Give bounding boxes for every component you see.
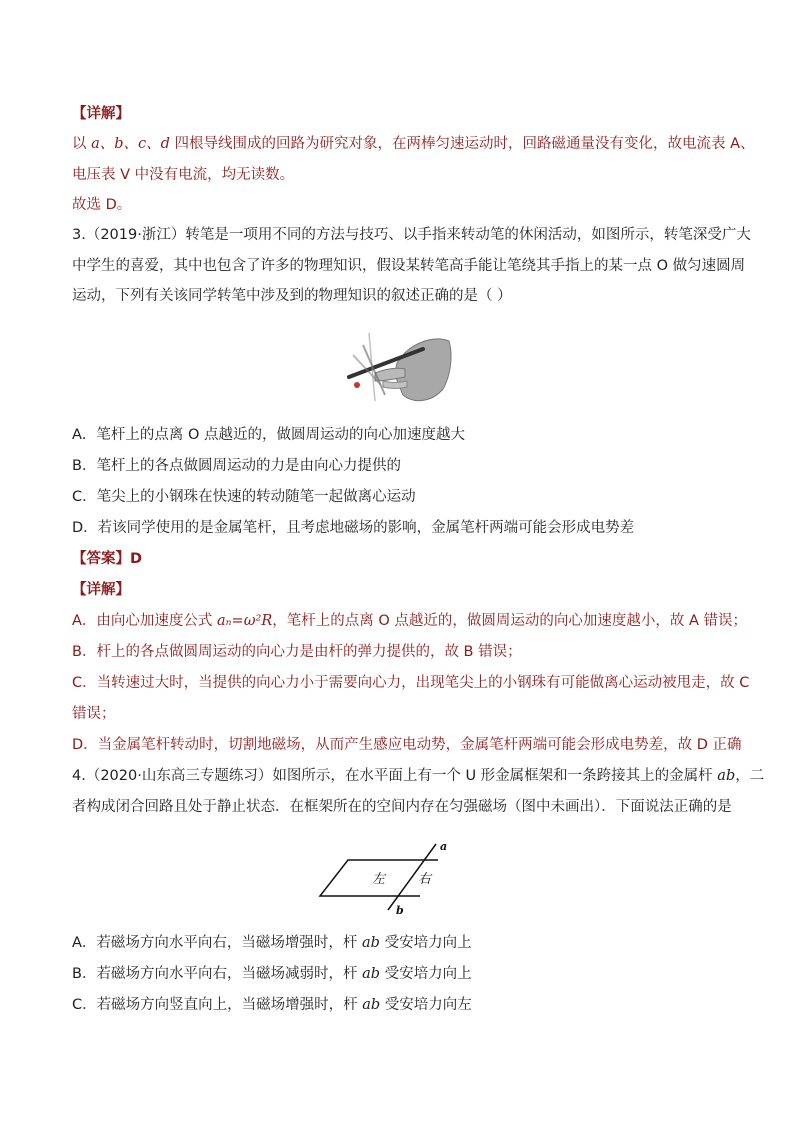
label-right: 右 xyxy=(418,872,432,887)
explanation-3-c-line-1: C．当转速过大时，当提供的向心力小于需要向心力，出现笔尖上的小钢珠有可能做离心运动被甩走，故 C xyxy=(72,675,750,691)
explanation-1-line-1: 以 a、b、c、d 四根导线围成的回路为研究对象，在两棒匀速运动时，回路磁通量没有变化，故电流表 A、 xyxy=(72,136,755,152)
question-4-option-a: A．若磁场方向水平向右，当磁场增强时，杆 ab 受安培力向上 xyxy=(72,935,472,951)
question-3-line-3: 运动，下列有关该同学转笔中涉及到的物理知识的叙述正确的是（ ） xyxy=(72,288,512,304)
question-4-line-1: 4.（2020·山东高三专题练习）如图所示，在水平面上有一个 U 形金属框架和一条跨接其上的金属杆 ab，二 xyxy=(72,768,765,784)
answer-3: 【答案】D xyxy=(72,551,143,567)
explanation-1-line-2: 电压表 V 中没有电流，均无读数。 xyxy=(72,167,295,183)
explanation-heading-3: 【详解】 xyxy=(72,582,130,598)
explanation-1-line-3: 故选 D。 xyxy=(72,197,132,213)
explanation-3-b: B．杆上的各点做圆周运动的向心力是由杆的弹力提供的，故 B 错误； xyxy=(72,644,522,660)
question-4-option-c: C．若磁场方向竖直向上，当磁场增强时，杆 ab 受安培力向左 xyxy=(72,997,472,1013)
label-a: a xyxy=(440,840,448,853)
explanation-3-d: D．当金属笔杆转动时，切割地磁场，从而产生感应电动势，金属笔杆两端可能会形成电势差，故 D 正确 xyxy=(72,737,742,753)
explanation-3-c-line-2: 错误； xyxy=(72,706,116,722)
question-3-option-d: D．若该同学使用的是金属笔杆，且考虑地磁场的影响，金属笔杆两端可能会形成电势差 xyxy=(72,520,635,536)
u-frame-rod-figure xyxy=(310,838,460,918)
explanation-heading-1: 【详解】 xyxy=(72,106,130,122)
question-3-option-b: B．笔杆上的各点做圆周运动的力是由向心力提供的 xyxy=(72,458,401,474)
label-left: 左 xyxy=(372,872,386,887)
pen-spinning-hand-figure xyxy=(345,325,453,407)
label-b: b xyxy=(396,904,404,917)
question-3-line-1: 3.（2019·浙江）转笔是一项用不同的方法与技巧、以手指来转动笔的休闲活动，如图所示，转笔深受广大 xyxy=(72,227,751,243)
question-3-line-2: 中学生的喜爱，其中也包含了许多的物理知识，假设某转笔高手能让笔绕其手指上的某一点 O 做匀速圆周 xyxy=(72,258,746,274)
question-3-option-a: A．笔杆上的点离 O 点越近的，做圆周运动的向心加速度越大 xyxy=(72,427,466,443)
question-4-option-b: B．若磁场方向水平向右，当磁场减弱时，杆 ab 受安培力向上 xyxy=(72,966,472,982)
question-4-line-2: 者构成闭合回路且处于静止状态．在框架所在的空间内存在匀强磁场（图中未画出）．下面说法正确的是 xyxy=(72,799,732,815)
question-3-option-c: C．笔尖上的小钢珠在快速的转动随笔一起做离心运动 xyxy=(72,489,416,505)
explanation-3-a: A．由向心加速度公式 aₙ=ω²R，笔杆上的点离 O 点越近的，做圆周运动的向心加速度越小，故 A 错误； xyxy=(72,613,748,629)
